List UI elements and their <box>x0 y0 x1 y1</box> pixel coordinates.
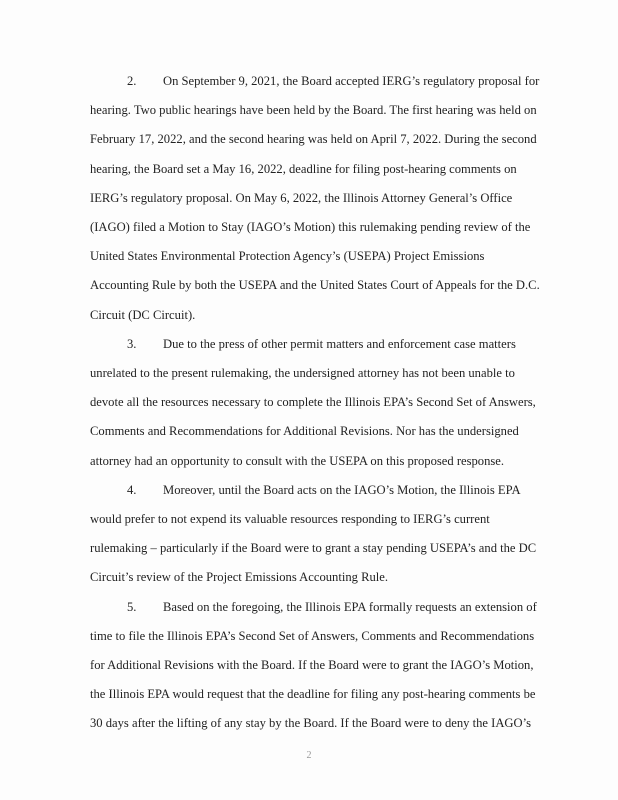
page-number: 2 <box>306 750 312 761</box>
paragraph-line: hearing, the Board set a May 16, 2022, deadline for filing post-hearing comments on <box>90 161 517 176</box>
paragraph-line: United States Environmental Protection Agency’s (USEPA) Project Emissions <box>90 249 485 264</box>
paragraph-line: unrelated to the present rulemaking, the undersigned attorney has not been unable to <box>90 366 515 380</box>
paragraph-line: for Additional Revisions with the Board. If the Board were to grant the IAGO’s Motion, <box>90 658 534 672</box>
paragraph-line: hearing. Two public hearings have been held by the Board. The first hearing was held on <box>90 103 537 118</box>
paragraph-line: Comments and Recommendations for Additional Revisions. Nor has the undersigned <box>90 424 519 439</box>
paragraph-line: Based on the foregoing, the Illinois EPA formally requests an extension of <box>163 599 537 614</box>
paragraph-line: Circuit (DC Circuit). <box>90 307 196 322</box>
paragraph-line: Accounting Rule by both the USEPA and the United States Court of Appeals for the D.C. <box>90 278 540 293</box>
paragraph-line: attorney had an opportunity to consult with the USEPA on this proposed response. <box>90 453 505 468</box>
paragraph-line: Circuit’s review of the Project Emissions Accounting Rule. <box>90 570 389 585</box>
paragraph-number: 2. <box>127 74 137 88</box>
paragraph-line: IERG’s regulatory proposal. On May 6, 2022, the Illinois Attorney General’s Office <box>90 190 513 205</box>
paragraph-number: 3. <box>127 336 137 351</box>
paragraph-line: devote all the resources necessary to complete the Illinois EPA’s Second Set of Answers, <box>90 395 536 410</box>
paragraph-line: 30 days after the lifting of any stay by the Board. If the Board were to deny the IAGO’s <box>90 716 532 731</box>
paragraph-line: On September 9, 2021, the Board accepted IERG’s regulatory proposal for <box>163 74 540 88</box>
paragraph-line: time to file the Illinois EPA’s Second Set of Answers, Comments and Recommendations <box>90 628 535 643</box>
paragraph-line: (IAGO) filed a Motion to Stay (IAGO’s Motion) this rulemaking pending review of the <box>90 220 531 234</box>
paragraph-line: rulemaking – particularly if the Board were to grant a stay pending USEPA’s and the DC <box>90 541 537 556</box>
paragraph-line: Due to the press of other permit matters and enforcement case matters <box>163 336 516 351</box>
paragraph-number: 5. <box>127 599 137 614</box>
paragraph-line: February 17, 2022, and the second hearing was held on April 7, 2022. During the second <box>90 132 537 147</box>
paragraph-line: the Illinois EPA would request that the deadline for filing any post-hearing comments be <box>90 687 536 702</box>
paragraph-line: Moreover, until the Board acts on the IAGO’s Motion, the Illinois EPA <box>163 482 521 497</box>
paragraph-line: would prefer to not expend its valuable resources responding to IERG’s current <box>90 512 490 526</box>
paragraph-number: 4. <box>127 482 137 497</box>
